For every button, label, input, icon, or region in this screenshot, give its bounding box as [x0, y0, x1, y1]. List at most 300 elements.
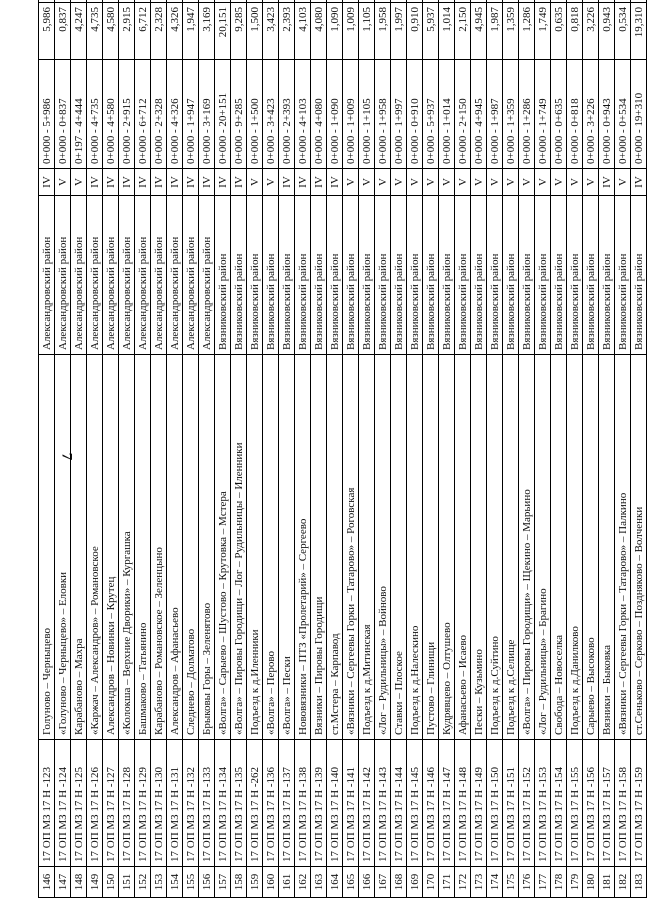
- category-cell: IV: [39, 169, 55, 196]
- road-code-cell: 17 ОП МЗ 17 Н -144: [391, 740, 407, 867]
- category-cell: V: [375, 169, 391, 196]
- district-cell: Вязниковский район: [487, 196, 503, 355]
- road-name-cell: «Волга» – Пески: [279, 355, 295, 740]
- category-cell: IV: [279, 169, 295, 196]
- road-code-cell: 17 ОП МЗ 17 Н -126: [87, 740, 103, 867]
- district-cell: Александровский район: [39, 196, 55, 355]
- district-cell: Вязниковский район: [615, 196, 631, 355]
- length-cell: 1,014: [439, 3, 455, 60]
- length-cell: 1,105: [359, 3, 375, 60]
- location-range-cell: 0+000 - 1+997: [391, 60, 407, 169]
- table-row: [631, 0, 647, 898]
- category-cell: V: [407, 169, 423, 196]
- length-total-cell: [391, 0, 407, 3]
- table-row: [391, 0, 407, 898]
- location-range-cell: 0+000 - 4+580: [103, 60, 119, 169]
- category-cell: V: [247, 169, 263, 196]
- length-total-cell: [215, 0, 231, 3]
- length-cell: 4,580: [103, 3, 119, 60]
- road-code-cell: 17 ОП МЗ 17 Н -157: [599, 740, 615, 867]
- table-body: [39, 0, 647, 898]
- road-name-cell: «Волга» – Перово: [263, 355, 279, 740]
- road-name-cell: Ставки – Плоское: [391, 355, 407, 740]
- length-cell: 3,423: [263, 3, 279, 60]
- district-cell: Александровский район: [183, 196, 199, 355]
- row-number-cell: 163: [311, 867, 327, 898]
- length-total-cell: [295, 0, 311, 3]
- district-cell: Александровский район: [199, 196, 215, 355]
- district-cell: Вязниковский район: [295, 196, 311, 355]
- table-row: [327, 0, 343, 898]
- road-code-cell: 17 ОП МЗ 17 Н -134: [215, 740, 231, 867]
- road-name-cell: Подъезд к д.Иленники: [247, 355, 263, 740]
- road-name-cell: Нововязники – ПТЗ «Пролетарий» – Сергеево: [295, 355, 311, 740]
- length-cell: 9,285: [231, 3, 247, 60]
- location-range-cell: 0+000 - 4+080: [311, 60, 327, 169]
- table-row: [71, 0, 87, 898]
- road-code-cell: 17 ОП МЗ 17 Н -129: [135, 740, 151, 867]
- category-cell: IV: [103, 169, 119, 196]
- road-code-cell: 17 ОП МЗ 17 Н -124: [55, 740, 71, 867]
- length-cell: 0,910: [407, 3, 423, 60]
- road-name-cell: Карабаново – Романовское – Зеленцыно: [151, 355, 167, 740]
- district-cell: Вязниковский район: [263, 196, 279, 355]
- length-total-cell: [455, 0, 471, 3]
- row-number-cell: 175: [503, 867, 519, 898]
- length-cell: 1,009: [343, 3, 359, 60]
- row-number-cell: 183: [631, 867, 647, 898]
- location-range-cell: 0+000 - 1+947: [183, 60, 199, 169]
- road-name-cell: «Вязники – Сергеевы Горки – Татарово» – Палкино: [615, 355, 631, 740]
- table-row: [55, 0, 71, 898]
- row-number-cell: 178: [551, 867, 567, 898]
- district-cell: Александровский район: [151, 196, 167, 355]
- road-name-cell: Александров – Новинки – Крутец: [103, 355, 119, 740]
- length-total-cell: [199, 0, 215, 3]
- location-range-cell: 0+000 - 1+749: [535, 60, 551, 169]
- table-row: [231, 0, 247, 898]
- district-cell: Вязниковский район: [439, 196, 455, 355]
- district-cell: Александровский район: [167, 196, 183, 355]
- location-range-cell: 0+000 - 1+500: [247, 60, 263, 169]
- category-cell: V: [535, 169, 551, 196]
- category-cell: IV: [311, 169, 327, 196]
- road-register-table: [38, 0, 647, 898]
- row-number-cell: 174: [487, 867, 503, 898]
- table-row: [471, 0, 487, 898]
- location-range-cell: 0+000 - 0+837: [55, 60, 71, 169]
- road-name-cell: Свобода – Новоселка: [551, 355, 567, 740]
- category-cell: V: [343, 169, 359, 196]
- length-cell: 0,635: [551, 3, 567, 60]
- district-cell: Вязниковский район: [583, 196, 599, 355]
- table-row: [87, 0, 103, 898]
- location-range-cell: 0+000 - 4+945: [471, 60, 487, 169]
- road-code-cell: 17 ОП МЗ 17 Н -151: [503, 740, 519, 867]
- location-range-cell: 0+000 - 2+328: [151, 60, 167, 169]
- table-row: [311, 0, 327, 898]
- table-row: [551, 0, 567, 898]
- row-number-cell: 164: [327, 867, 343, 898]
- length-cell: 4,103: [295, 3, 311, 60]
- category-cell: V: [583, 169, 599, 196]
- district-cell: Вязниковский район: [567, 196, 583, 355]
- table-row: [167, 0, 183, 898]
- category-cell: V: [439, 169, 455, 196]
- row-number-cell: 161: [279, 867, 295, 898]
- table-row: [183, 0, 199, 898]
- table-row: [103, 0, 119, 898]
- table-row: [535, 0, 551, 898]
- table-row: [439, 0, 455, 898]
- location-range-cell: 0+000 - 2+150: [455, 60, 471, 169]
- length-cell: 1,987: [487, 3, 503, 60]
- table-row: [135, 0, 151, 898]
- table-row: [407, 0, 423, 898]
- road-name-cell: Подъезд к д.Митинская: [359, 355, 375, 740]
- road-code-cell: 17 ОП МЗ 17 Н -130: [151, 740, 167, 867]
- row-number-cell: 182: [615, 867, 631, 898]
- length-cell: 0,818: [567, 3, 583, 60]
- category-cell: IV: [119, 169, 135, 196]
- road-code-cell: 17 ОП МЗ 17 Н -262: [247, 740, 263, 867]
- category-cell: V: [471, 169, 487, 196]
- road-code-cell: 17 ОП МЗ 17 Н -143: [375, 740, 391, 867]
- length-cell: 2,393: [279, 3, 295, 60]
- road-code-cell: 17 ОП МЗ 17 Н -140: [327, 740, 343, 867]
- location-range-cell: 0+000 - 1+009: [343, 60, 359, 169]
- row-number-cell: 169: [407, 867, 423, 898]
- length-cell: 4,326: [167, 3, 183, 60]
- district-cell: Вязниковский район: [407, 196, 423, 355]
- district-cell: Александровский район: [55, 196, 71, 355]
- district-cell: Вязниковский район: [279, 196, 295, 355]
- road-code-cell: 17 ОП МЗ 17 Н -135: [231, 740, 247, 867]
- category-cell: IV: [183, 169, 199, 196]
- category-cell: V: [423, 169, 439, 196]
- location-range-cell: 0+000 - 1+090: [327, 60, 343, 169]
- row-number-cell: 165: [343, 867, 359, 898]
- length-total-cell: [535, 0, 551, 3]
- district-cell: Вязниковский район: [631, 196, 647, 355]
- table-row: [503, 0, 519, 898]
- length-cell: 1,286: [519, 3, 535, 60]
- road-name-cell: «Вязники – Сергеевы Горки – Татарово» – Роговская: [343, 355, 359, 740]
- row-number-cell: 160: [263, 867, 279, 898]
- length-cell: 2,150: [455, 3, 471, 60]
- district-cell: Вязниковский район: [423, 196, 439, 355]
- row-number-cell: 147: [55, 867, 71, 898]
- length-cell: 3,226: [583, 3, 599, 60]
- length-total-cell: [103, 0, 119, 3]
- road-name-cell: Следнево – Долматово: [183, 355, 199, 740]
- length-total-cell: [503, 0, 519, 3]
- length-cell: 4,080: [311, 3, 327, 60]
- road-name-cell: Подъезд к д.Суйтино: [487, 355, 503, 740]
- row-number-cell: 148: [71, 867, 87, 898]
- category-cell: IV: [327, 169, 343, 196]
- table-row: [119, 0, 135, 898]
- district-cell: Вязниковский район: [327, 196, 343, 355]
- length-total-cell: [119, 0, 135, 3]
- length-total-cell: [471, 0, 487, 3]
- road-name-cell: «Лог – Рудильницы» – Войново: [375, 355, 391, 740]
- length-total-cell: [151, 0, 167, 3]
- length-cell: 19,310: [631, 3, 647, 60]
- length-cell: 1,997: [391, 3, 407, 60]
- road-code-cell: 17 ОП МЗ 17 Н -155: [567, 740, 583, 867]
- table-row: [455, 0, 471, 898]
- district-cell: Вязниковский район: [375, 196, 391, 355]
- category-cell: V: [519, 169, 535, 196]
- category-cell: IV: [631, 169, 647, 196]
- table-row: [615, 0, 631, 898]
- location-range-cell: 0+000 - 3+423: [263, 60, 279, 169]
- location-range-cell: 0+000 - 1+014: [439, 60, 455, 169]
- location-range-cell: 0+000 - 0+910: [407, 60, 423, 169]
- row-number-cell: 176: [519, 867, 535, 898]
- road-name-cell: Подъезд к д.Данилково: [567, 355, 583, 740]
- length-total-cell: [39, 0, 55, 3]
- district-cell: Вязниковский район: [215, 196, 231, 355]
- district-cell: Вязниковский район: [503, 196, 519, 355]
- location-range-cell: 0+000 - 1+987: [487, 60, 503, 169]
- location-range-cell: 0+000 - 5+986: [39, 60, 55, 169]
- length-cell: 1,958: [375, 3, 391, 60]
- row-number-cell: 156: [199, 867, 215, 898]
- district-cell: Вязниковский район: [231, 196, 247, 355]
- length-total-cell: [487, 0, 503, 3]
- row-number-cell: 152: [135, 867, 151, 898]
- category-cell: IV: [87, 169, 103, 196]
- road-name-cell: Афанасьево – Исаево: [455, 355, 471, 740]
- road-code-cell: 17 ОП МЗ 17 Н -146: [423, 740, 439, 867]
- length-total-cell: [423, 0, 439, 3]
- road-code-cell: 17 ОП МЗ 17 Н -138: [295, 740, 311, 867]
- road-code-cell: 17 ОП МЗ 17 Н -136: [263, 740, 279, 867]
- length-total-cell: [279, 0, 295, 3]
- road-name-cell: Карабаново – Махра: [71, 355, 87, 740]
- table-row: [199, 0, 215, 898]
- district-cell: Вязниковский район: [455, 196, 471, 355]
- district-cell: Вязниковский район: [343, 196, 359, 355]
- district-cell: Александровский район: [135, 196, 151, 355]
- length-cell: 6,712: [135, 3, 151, 60]
- rotated-table-area: [38, 7, 645, 898]
- category-cell: IV: [135, 169, 151, 196]
- length-cell: 0,837: [55, 3, 71, 60]
- length-cell: 0,534: [615, 3, 631, 60]
- road-name-cell: Башмаково – Татьянино: [135, 355, 151, 740]
- table-row: [343, 0, 359, 898]
- road-name-cell: Брыковы Горы – Зеленятово: [199, 355, 215, 740]
- location-range-cell: 0+000 - 0+534: [615, 60, 631, 169]
- location-range-cell: 0+000 - 1+105: [359, 60, 375, 169]
- district-cell: Вязниковский район: [311, 196, 327, 355]
- road-name-cell: «Каржач – Александров» – Романовское: [87, 355, 103, 740]
- location-range-cell: 0+000 - 9+285: [231, 60, 247, 169]
- road-code-cell: 17 ОП МЗ 17 Н -132: [183, 740, 199, 867]
- district-cell: Александровский район: [71, 196, 87, 355]
- length-cell: 4,247: [71, 3, 87, 60]
- road-code-cell: 17 ОП МЗ 17 Н -150: [487, 740, 503, 867]
- district-cell: Александровский район: [87, 196, 103, 355]
- location-range-cell: 0+000 - 20+151: [215, 60, 231, 169]
- length-cell: 3,169: [199, 3, 215, 60]
- road-code-cell: 17 ОП МЗ 17 Н -145: [407, 740, 423, 867]
- length-cell: 4,735: [87, 3, 103, 60]
- category-cell: IV: [215, 169, 231, 196]
- length-total-cell: [71, 0, 87, 3]
- district-cell: Александровский район: [119, 196, 135, 355]
- road-code-cell: 17 ОП МЗ 17 Н -133: [199, 740, 215, 867]
- length-total-cell: [135, 0, 151, 3]
- road-code-cell: 17 ОП МЗ 17 Н -153: [535, 740, 551, 867]
- length-total-cell: [615, 0, 631, 3]
- district-cell: Александровский район: [103, 196, 119, 355]
- table-row: [151, 0, 167, 898]
- location-range-cell: 0+000 - 0+635: [551, 60, 567, 169]
- road-code-cell: 17 ОП МЗ 17 Н -148: [455, 740, 471, 867]
- road-code-cell: 17 ОП МЗ 17 Н -154: [551, 740, 567, 867]
- table-row: [295, 0, 311, 898]
- road-name-cell: «Волга» – Пировы Городищи – Лог – Рудильницы – Иленники: [231, 355, 247, 740]
- length-total-cell: [167, 0, 183, 3]
- length-cell: 5,937: [423, 3, 439, 60]
- length-total-cell: [439, 0, 455, 3]
- length-cell: 0,943: [599, 3, 615, 60]
- length-cell: 2,915: [119, 3, 135, 60]
- road-name-cell: Пустово – Глинищи: [423, 355, 439, 740]
- row-number-cell: 173: [471, 867, 487, 898]
- row-number-cell: 159: [247, 867, 263, 898]
- location-range-cell: 0+000 - 5+937: [423, 60, 439, 169]
- length-total-cell: [567, 0, 583, 3]
- location-range-cell: 0+000 - 4+103: [295, 60, 311, 169]
- length-total-cell: [311, 0, 327, 3]
- row-number-cell: 149: [87, 867, 103, 898]
- road-name-cell: «Лог – Рудильницы» – Брагино: [535, 355, 551, 740]
- row-number-cell: 151: [119, 867, 135, 898]
- row-number-cell: 155: [183, 867, 199, 898]
- district-cell: Вязниковский район: [535, 196, 551, 355]
- length-cell: 1,947: [183, 3, 199, 60]
- district-cell: Вязниковский район: [391, 196, 407, 355]
- category-cell: V: [615, 169, 631, 196]
- row-number-cell: 162: [295, 867, 311, 898]
- category-cell: V: [71, 169, 87, 196]
- table-row: [359, 0, 375, 898]
- location-range-cell: 0+000 - 19+310: [631, 60, 647, 169]
- length-total-cell: [631, 0, 647, 3]
- table-rotator: [38, 7, 645, 898]
- table-row: [279, 0, 295, 898]
- row-number-cell: 154: [167, 867, 183, 898]
- location-range-cell: 0+000 - 0+943: [599, 60, 615, 169]
- length-cell: 1,500: [247, 3, 263, 60]
- road-code-cell: 17 ОП МЗ 17 Н -139: [311, 740, 327, 867]
- length-total-cell: [519, 0, 535, 3]
- length-cell: 1,090: [327, 3, 343, 60]
- table-row: [263, 0, 279, 898]
- row-number-cell: 153: [151, 867, 167, 898]
- row-number-cell: 180: [583, 867, 599, 898]
- category-cell: V: [455, 169, 471, 196]
- category-cell: IV: [151, 169, 167, 196]
- road-code-cell: 17 ОП МЗ 17 Н -123: [39, 740, 55, 867]
- length-total-cell: [359, 0, 375, 3]
- district-cell: Вязниковский район: [551, 196, 567, 355]
- location-range-cell: 0+000 - 3+226: [583, 60, 599, 169]
- table-row: [247, 0, 263, 898]
- row-number-cell: 170: [423, 867, 439, 898]
- row-number-cell: 171: [439, 867, 455, 898]
- length-total-cell: [343, 0, 359, 3]
- road-code-cell: 17 ОП МЗ 17 Н -142: [359, 740, 375, 867]
- district-cell: Вязниковский район: [519, 196, 535, 355]
- length-cell: 1,359: [503, 3, 519, 60]
- location-range-cell: 0+000 - 2+393: [279, 60, 295, 169]
- length-total-cell: [183, 0, 199, 3]
- table-row: [215, 0, 231, 898]
- row-number-cell: 150: [103, 867, 119, 898]
- category-cell: V: [263, 169, 279, 196]
- row-number-cell: 146: [39, 867, 55, 898]
- length-cell: 4,945: [471, 3, 487, 60]
- road-name-cell: Вязники – Пировы Городищи: [311, 355, 327, 740]
- category-cell: V: [359, 169, 375, 196]
- road-name-cell: Вязники – Быковка: [599, 355, 615, 740]
- category-cell: IV: [231, 169, 247, 196]
- category-cell: V: [487, 169, 503, 196]
- district-cell: Вязниковский район: [247, 196, 263, 355]
- location-range-cell: 0+000 - 6+712: [135, 60, 151, 169]
- road-code-cell: 17 ОП МЗ 17 Н -156: [583, 740, 599, 867]
- district-cell: Вязниковский район: [599, 196, 615, 355]
- road-code-cell: 17 ОП МЗ 17 Н -141: [343, 740, 359, 867]
- road-name-cell: Подъезд к д.Селище: [503, 355, 519, 740]
- location-range-cell: 0+000 - 4+735: [87, 60, 103, 169]
- page-number: 7: [58, 452, 75, 461]
- row-number-cell: 157: [215, 867, 231, 898]
- road-code-cell: 17 ОП МЗ 17 Н -125: [71, 740, 87, 867]
- length-cell: 2,328: [151, 3, 167, 60]
- location-range-cell: 0+000 - 1+958: [375, 60, 391, 169]
- road-name-cell: Александров – Афанасьево: [167, 355, 183, 740]
- length-total-cell: [327, 0, 343, 3]
- table-row: [519, 0, 535, 898]
- road-name-cell: Пески – Кузьмино: [471, 355, 487, 740]
- table-row: [599, 0, 615, 898]
- location-range-cell: 0+000 - 2+915: [119, 60, 135, 169]
- category-cell: V: [503, 169, 519, 196]
- length-cell: 20,151: [215, 3, 231, 60]
- road-code-cell: 17 ОП МЗ 17 Н -131: [167, 740, 183, 867]
- road-code-cell: 17 ОП МЗ 17 Н -158: [615, 740, 631, 867]
- length-cell: 1,749: [535, 3, 551, 60]
- row-number-cell: 166: [359, 867, 375, 898]
- table-row: [583, 0, 599, 898]
- length-total-cell: [55, 0, 71, 3]
- road-name-cell: Подъезд к д.Налескино: [407, 355, 423, 740]
- road-name-cell: «Колокша – Верхние Дворики» – Кургашка: [119, 355, 135, 740]
- road-name-cell: ст.Сеньково – Серково – Поздняково – Волченки: [631, 355, 647, 740]
- length-total-cell: [231, 0, 247, 3]
- road-name-cell: Голуново – Черныцево: [39, 355, 55, 740]
- category-cell: IV: [295, 169, 311, 196]
- table-row: [567, 0, 583, 898]
- district-cell: Вязниковский район: [471, 196, 487, 355]
